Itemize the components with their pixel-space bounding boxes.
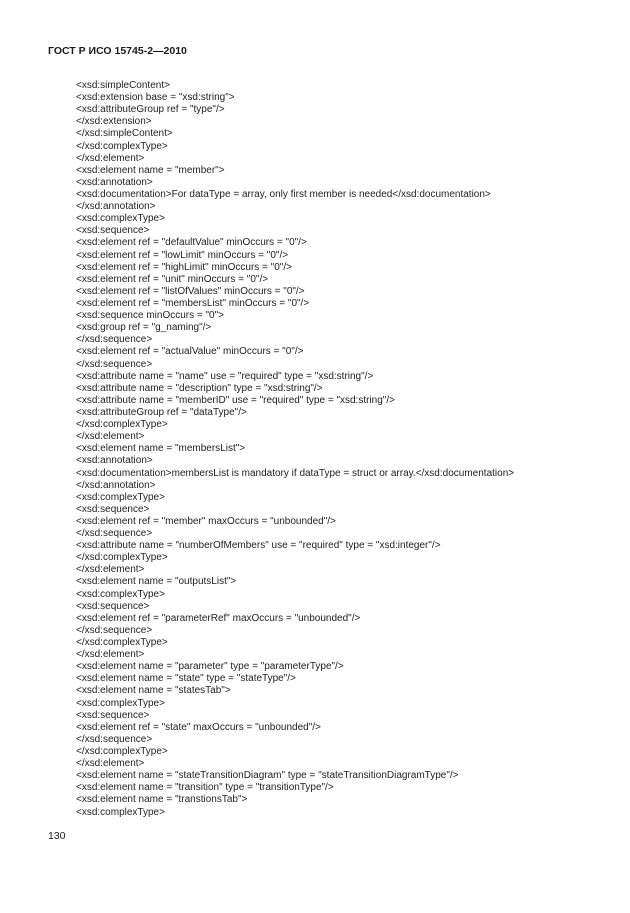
code-line: </xsd:sequence> (76, 334, 153, 346)
code-line: <xsd:sequence> (76, 503, 150, 515)
code-line: <xsd:element name = "transtionsTab"> (76, 794, 248, 806)
code-line: </xsd:sequence> (76, 733, 153, 745)
code-line: </xsd:element> (76, 152, 145, 164)
code-line: <xsd:complexType> (76, 213, 165, 225)
code-line: </xsd:element> (76, 564, 145, 576)
code-line: <xsd:complexType> (76, 588, 165, 600)
code-line: </xsd:complexType> (76, 140, 168, 152)
code-line: <xsd:documentation>membersList is mandatory if dataType = struct or array.</xsd:documentation> (76, 467, 515, 479)
code-line: <xsd:complexType> (76, 806, 165, 818)
code-line: <xsd:attribute name = "name" use = "required" type = "xsd:string"/> (76, 370, 374, 382)
code-line: <xsd:attributeGroup ref = "type"/> (76, 104, 225, 116)
code-line: <xsd:element ref = "actualValue" minOccurs = "0"/> (76, 346, 304, 358)
code-line: <xsd:sequence> (76, 225, 150, 237)
code-line: <xsd:element ref = "lowLimit" minOccurs = "0"/> (76, 249, 289, 261)
code-line: <xsd:annotation> (76, 176, 153, 188)
code-line: </xsd:complexType> (76, 637, 168, 649)
code-line: <xsd:element ref = "state" maxOccurs = "unbounded"/> (76, 721, 321, 733)
code-line: <xsd:attributeGroup ref = "dataType"/> (76, 406, 247, 418)
code-line: </xsd:annotation> (76, 201, 156, 213)
code-line: <xsd:element name = "stateTransitionDiagram" type = "stateTransitionDiagramType"/> (76, 770, 459, 782)
code-line: <xsd:group ref = "g_naming"/> (76, 322, 212, 334)
code-line: </xsd:sequence> (76, 528, 153, 540)
code-line: <xsd:element name = "outputsList"> (76, 576, 237, 588)
code-line: <xsd:element ref = "defaultValue" minOccurs = "0"/> (76, 237, 307, 249)
code-line: <xsd:attribute name = "numberOfMembers" use = "required" type = "xsd:integer"/> (76, 540, 441, 552)
code-line: <xsd:attribute name = "description" type = "xsd:string"/> (76, 382, 323, 394)
code-line: </xsd:extension> (76, 116, 152, 128)
code-line: <xsd:element name = "member"> (76, 164, 225, 176)
code-line: <xsd:complexType> (76, 697, 165, 709)
page-number: 130 (48, 830, 66, 842)
code-line: <xsd:element ref = "parameterRef" maxOccurs = "unbounded"/> (76, 612, 361, 624)
code-line: <xsd:element ref = "unit" minOccurs = "0"/> (76, 273, 269, 285)
code-line: </xsd:complexType> (76, 552, 168, 564)
code-listing (76, 80, 616, 819)
code-line: <xsd:element name = "state" type = "stateType"/> (76, 673, 296, 685)
code-line: <xsd:sequence> (76, 709, 150, 721)
code-line: <xsd:complexType> (76, 491, 165, 503)
code-line: <xsd:element ref = "member" maxOccurs = "unbounded"/> (76, 515, 336, 527)
code-line: <xsd:sequence minOccurs = "0"> (76, 310, 225, 322)
code-line: </xsd:element> (76, 431, 145, 443)
code-line: </xsd:sequence> (76, 358, 153, 370)
code-line: <xsd:element ref = "highLimit" minOccurs = "0"/> (76, 261, 292, 273)
code-line: <xsd:extension base = "xsd:string"> (76, 92, 235, 104)
code-line: <xsd:element name = "parameter" type = "parameterType"/> (76, 661, 344, 673)
code-line: </xsd:element> (76, 758, 145, 770)
code-line: <xsd:attribute name = "memberID" use = "required" type = "xsd:string"/> (76, 394, 395, 406)
standard-designation-header: ГОСТ Р ИСО 15745-2—2010 (48, 45, 187, 57)
code-line: <xsd:element name = "statesTab"> (76, 685, 231, 697)
code-line: </xsd:complexType> (76, 746, 168, 758)
code-line: </xsd:annotation> (76, 479, 156, 491)
code-line: </xsd:simpleContent> (76, 128, 173, 140)
code-line: <xsd:documentation>For dataType = array, only first member is needed</xsd:documentation> (76, 188, 491, 200)
code-line: </xsd:sequence> (76, 624, 153, 636)
code-line: <xsd:element name = "membersList"> (76, 443, 246, 455)
code-line: <xsd:simpleContent> (76, 80, 170, 91)
code-line: <xsd:element ref = "listOfValues" minOccurs = "0"/> (76, 285, 305, 297)
code-line: </xsd:element> (76, 649, 145, 661)
code-line: </xsd:complexType> (76, 419, 168, 431)
code-line: <xsd:annotation> (76, 455, 153, 467)
code-line: <xsd:element ref = "membersList" minOccurs = "0"/> (76, 297, 310, 309)
code-line: <xsd:element name = "transition" type = "transitionType"/> (76, 782, 334, 794)
code-line: <xsd:sequence> (76, 600, 150, 612)
